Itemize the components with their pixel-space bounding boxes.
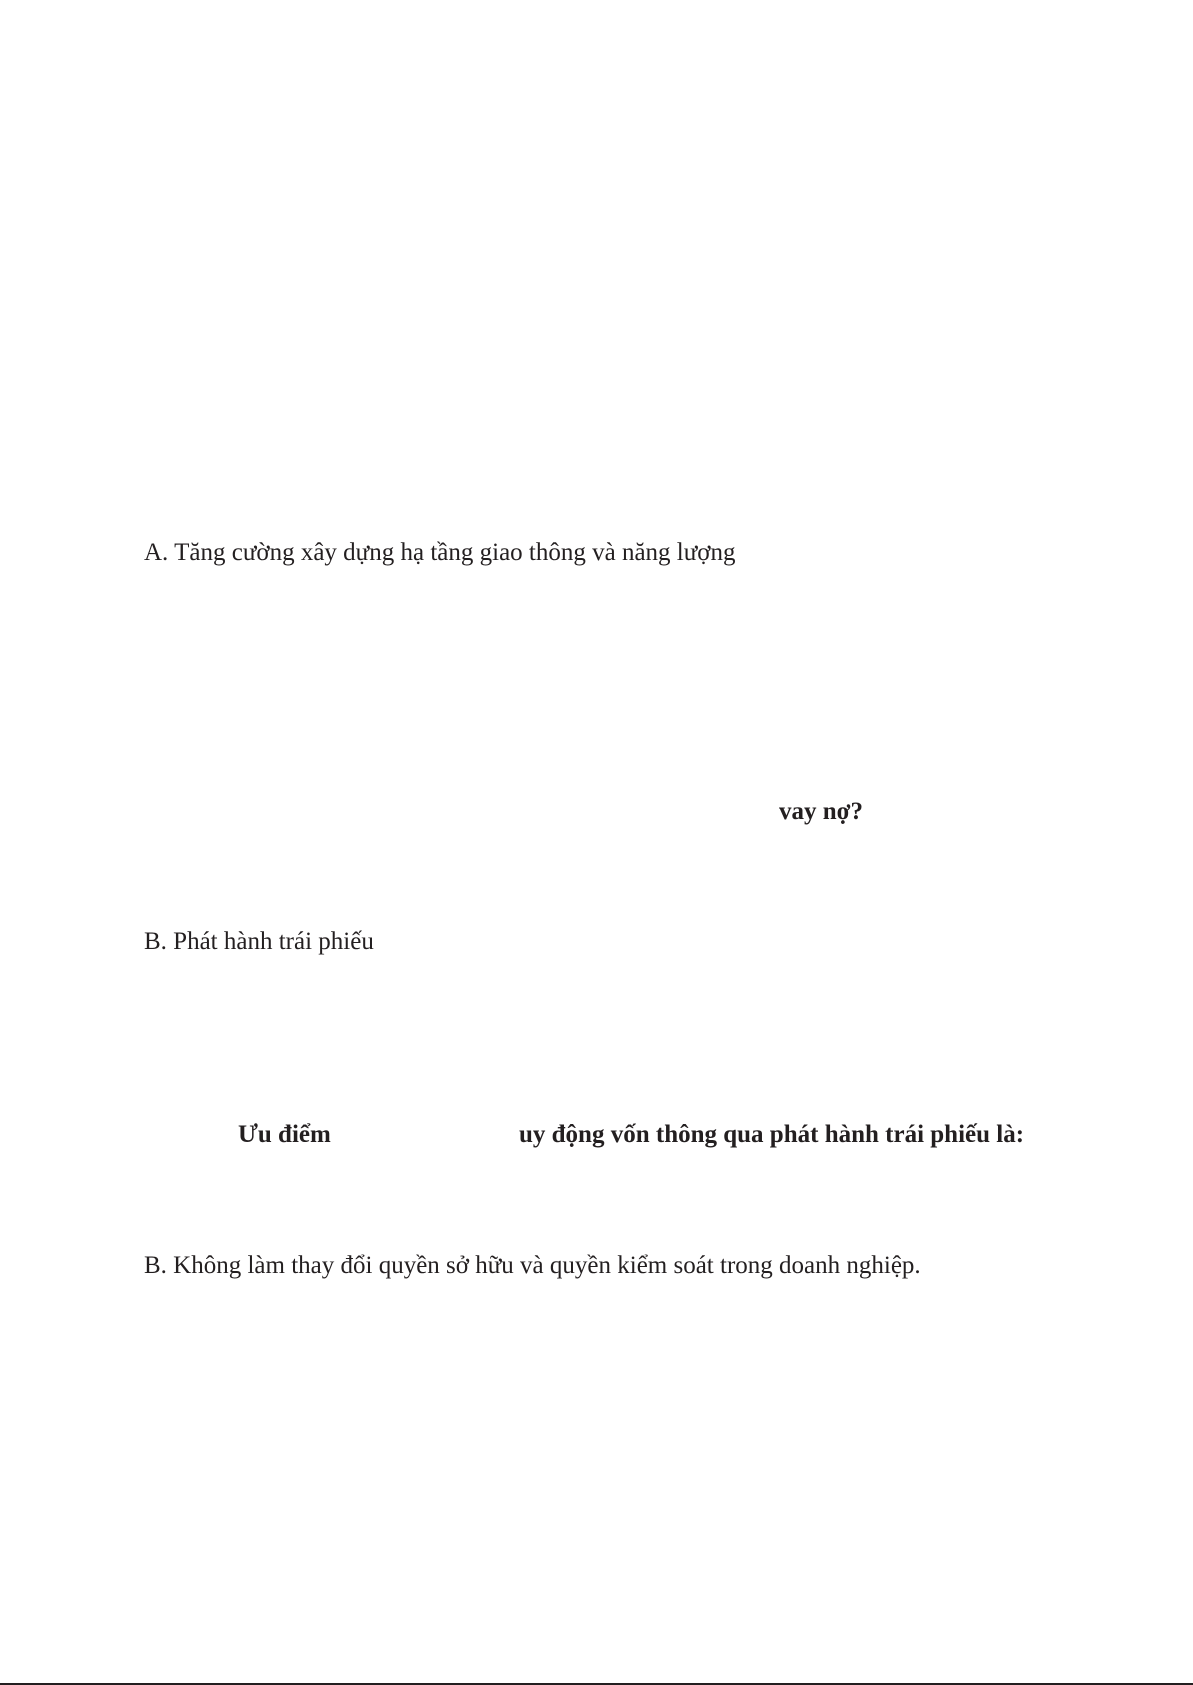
answer-option-b: B. Phát hành trái phiếu bbox=[144, 928, 374, 955]
answer-option-a: A. Tăng cường xây dựng hạ tầng giao thông và năng lượng bbox=[144, 539, 736, 566]
question-fragment-end: uy động vốn thông qua phát hành trái phiếu là: bbox=[519, 1121, 1025, 1148]
question-fragment: vay nợ? bbox=[779, 798, 863, 825]
answer-option-b: B. Không làm thay đổi quyền sở hữu và quyền kiểm soát trong doanh nghiệp. bbox=[144, 1252, 921, 1279]
question-fragment-start: Ưu điểm bbox=[238, 1121, 331, 1148]
